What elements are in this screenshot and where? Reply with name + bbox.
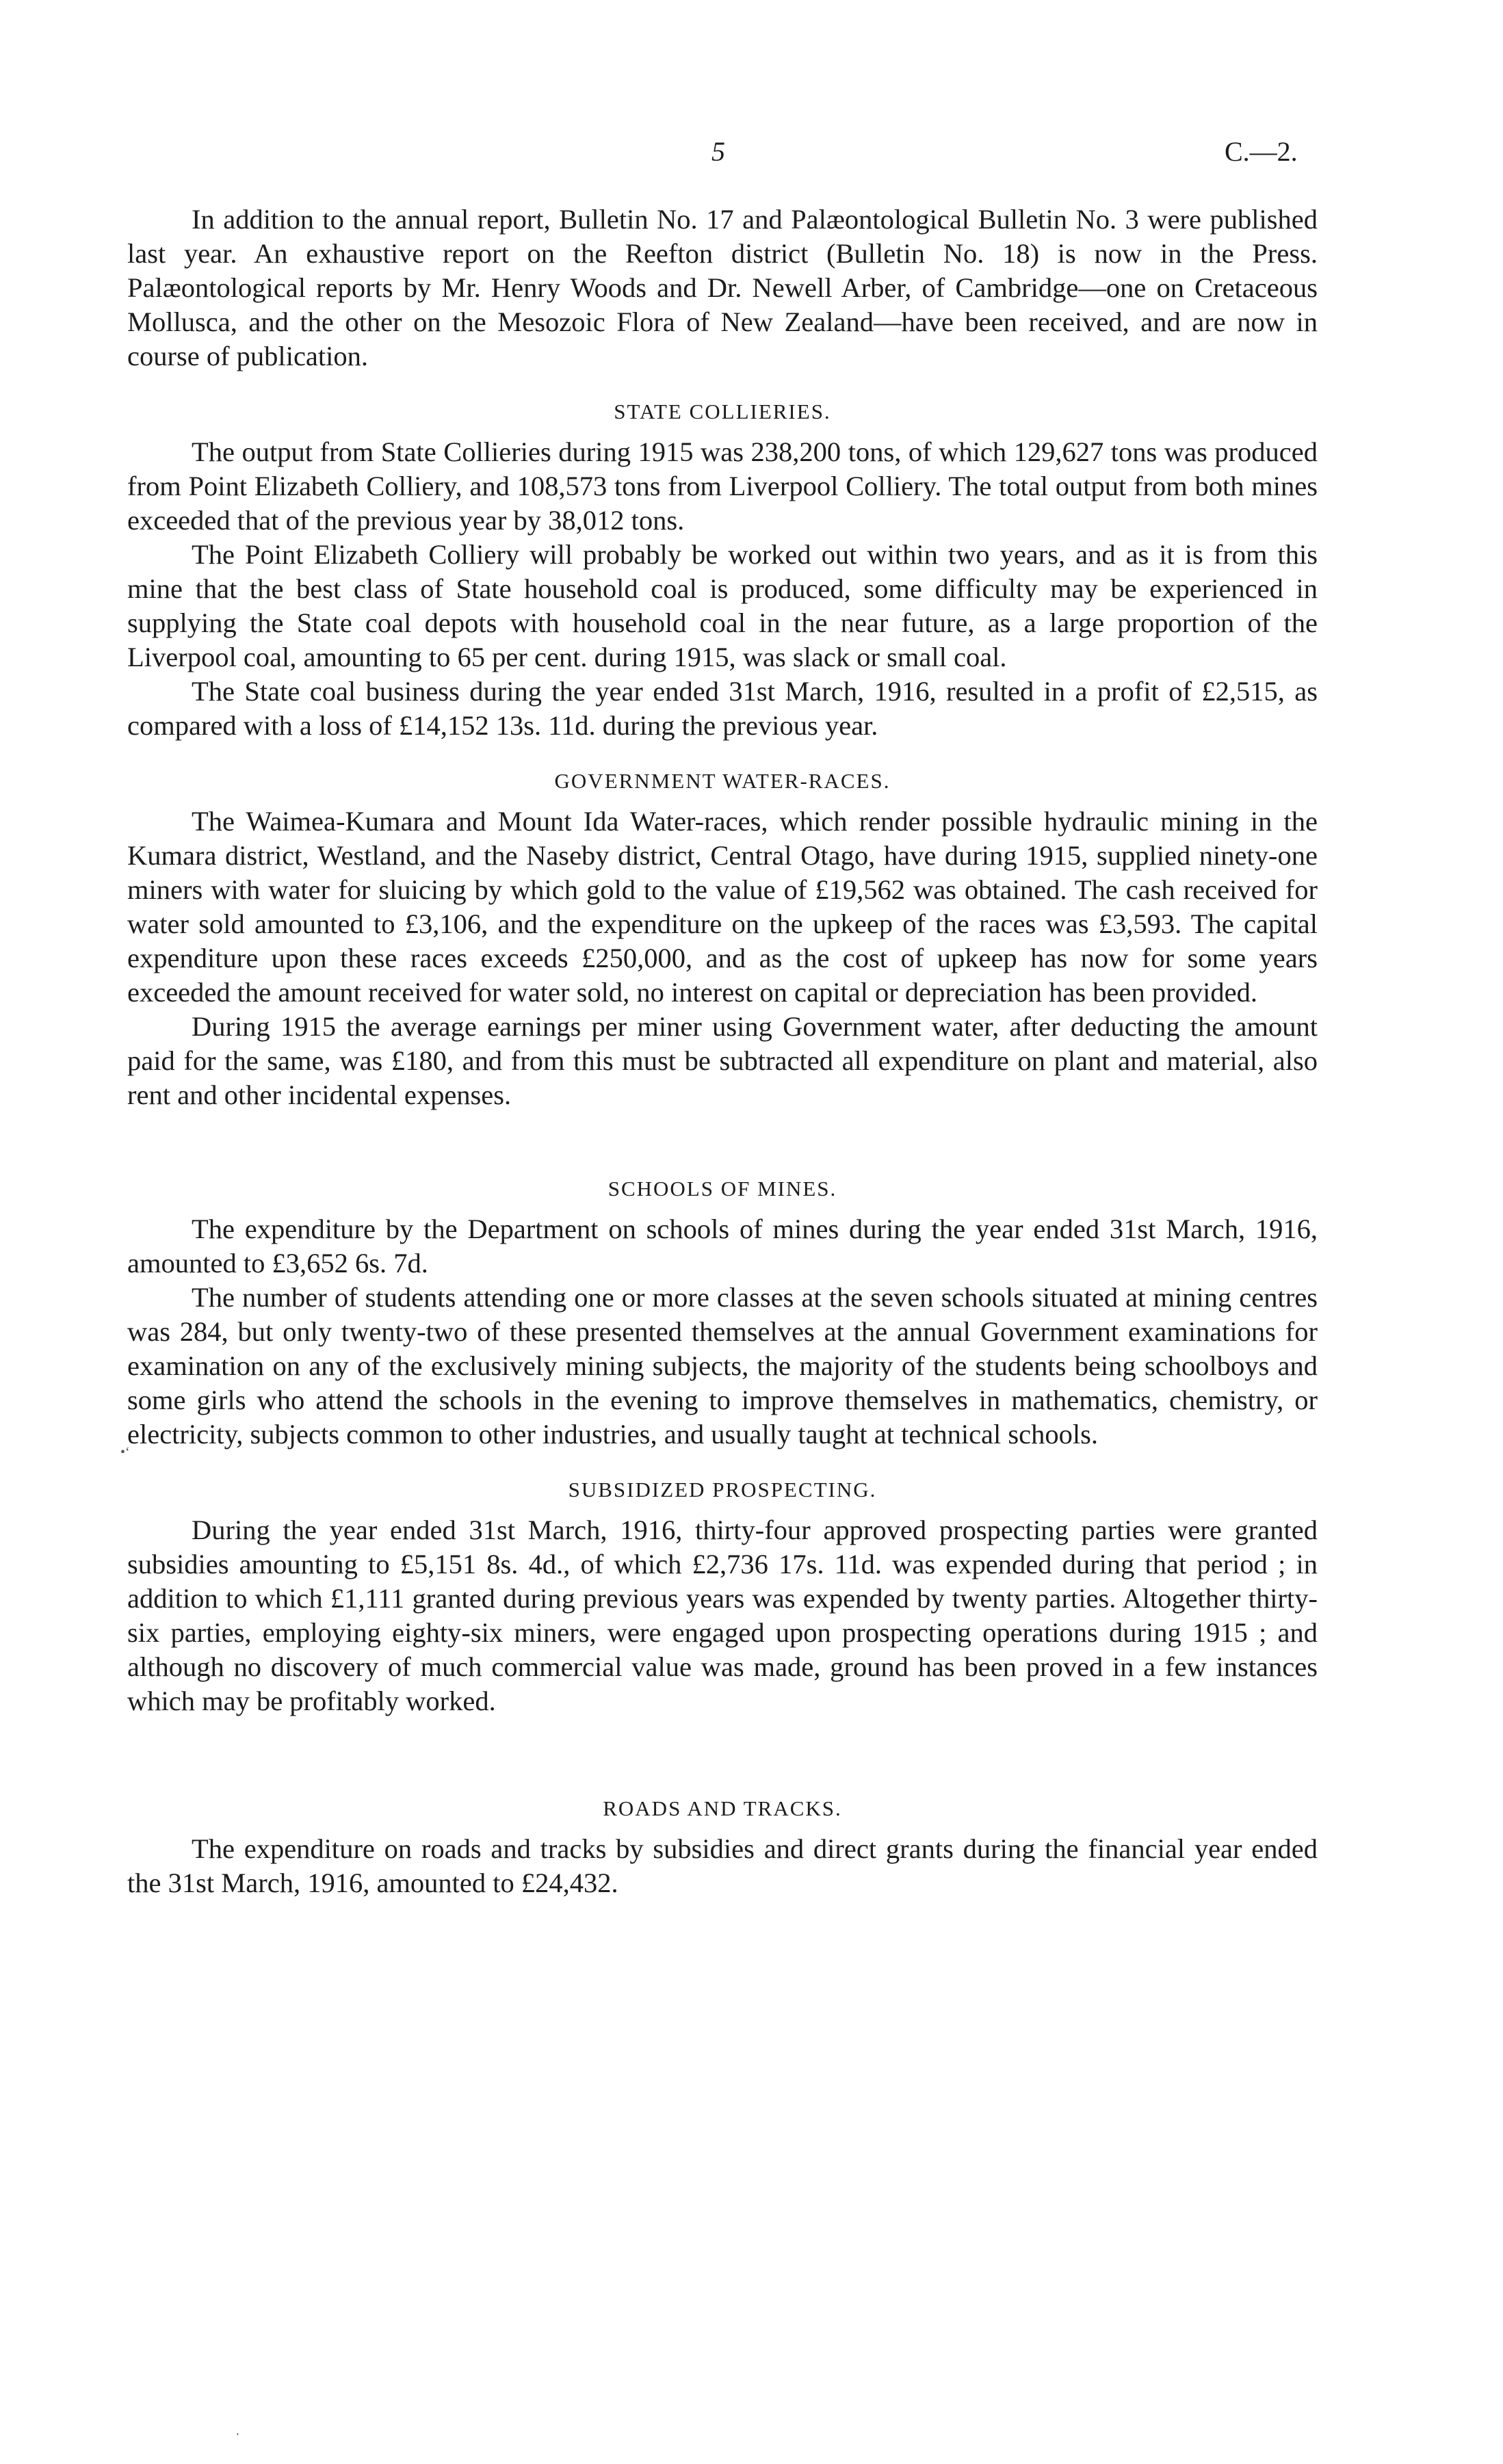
paragraph: The expenditure by the Department on schools of mines during the year ended 31st March, 1916, amounted to £3,652 6s. 7d.	[127, 1214, 1318, 1279]
section-intro	[127, 202, 1318, 373]
paragraph: The Waimea-Kumara and Mount Ida Water-races, which render possible hydraulic mining in the Kumara district, Westland, and the Naseby district, Central Otago, have during 1915, supplied ninety-one miners with water for sluicing by which gold to the value of £19,562 was obtained. The cash received for water sold amounted to £3,106, and the expenditure on the upkeep of the races was £3,593. The capital expenditure upon these races exceeds £250,000, and as the cost of upkeep has now for some years exceeded the amount received for water sold, no interest on capital or depreciation has been provided.	[127, 806, 1318, 1008]
paragraph: The number of students attending one or more classes at the seven schools situated at mining centres was 284, but only twenty-two of these presented themselves at the annual Government examinations for examination on any of the exclusively mining subjects, the majority of the students being schoolboys and some girls who attend the schools in the evening to improve themselves in mathematics, chemistry, or electricity, subjects common to other industries, and usually taught at technical schools.	[127, 1282, 1318, 1450]
paragraph: The State coal business during the year ended 31st March, 1916, resulted in a profit of £2,515, as compared with a loss of £14,152 13s. 11d. during the previous year.	[127, 676, 1318, 741]
intro-paragraph: In addition to the annual report, Bulletin No. 17 and Palæontological Bulletin No. 3 were published last year. An exhaustive report on the Reefton district (Bulletin No. 18) is now in the Press. Palæontological reports by Mr. Henry Woods and Dr. Newell Arber, of Cambridge—one on Cretaceous Mollusca, and the other on the Mesozoic Flora of New Zealand—have been received, and are now in course of publication.	[127, 204, 1318, 371]
section-heading: GOVERNMENT WATER-RACES.	[554, 769, 891, 793]
section-heading: ROADS AND TRACKS.	[603, 1796, 842, 1820]
page-number: 5	[711, 136, 725, 167]
section-roads-and-tracks	[127, 1795, 1318, 1900]
section-heading: SUBSIDIZED PROSPECTING.	[568, 1478, 877, 1502]
section-state-collieries	[127, 398, 1318, 743]
section-schools-of-mines	[127, 1175, 1318, 1452]
ink-speck-mark: •‘	[120, 1445, 130, 1460]
page-header	[0, 135, 1503, 176]
paragraph: The Point Elizabeth Colliery will probably be worked out within two years, and as it is from this mine that the best class of State household coal is produced, some difficulty may be experienced in supplying the State coal depots with household coal in the near future, as a large proportion of the Liverpool coal, amounting to 65 per cent. during 1915, was slack or small coal.	[127, 539, 1318, 672]
paragraph: The output from State Collieries during 1915 was 238,200 tons, of which 129,627 tons was produced from Point Elizabeth Colliery, and 108,573 tons from Liverpool Colliery. The total output from both mines exceeded that of the previous year by 38,012 tons.	[127, 436, 1318, 536]
section-heading: SCHOOLS OF MINES.	[607, 1177, 837, 1201]
ink-dot-mark: ·	[235, 2427, 240, 2442]
section-government-water-races	[127, 768, 1318, 1112]
paragraph: The expenditure on roads and tracks by subsidies and direct grants during the financial year ended the 31st March, 1916, amounted to £24,432.	[127, 1833, 1318, 1898]
document-body	[127, 202, 1318, 1900]
section-heading: STATE COLLIERIES.	[614, 399, 831, 423]
paragraph: During the year ended 31st March, 1916, thirty-four approved prospecting parties were granted subsidies amounting to £5,151 8s. 4d., of which £2,736 17s. 11d. was expended during that period ; in addition to which £1,111 granted during previous years was expended by twenty parties. Altogether thirty-six parties, employing eighty-six miners, were engaged upon prospecting operations during 1915 ; and although no discovery of much commercial value was made, ground has been proved in a few instances which may be profitably worked.	[127, 1515, 1318, 1716]
paragraph: During 1915 the average earnings per miner using Government water, after deducting the amount paid for the same, was £180, and from this must be subtracted all expenditure on plant and material, also rent and other incidental expenses.	[127, 1011, 1318, 1110]
section-subsidized-prospecting	[127, 1476, 1318, 1718]
page-reference: C.—2.	[1225, 136, 1298, 167]
